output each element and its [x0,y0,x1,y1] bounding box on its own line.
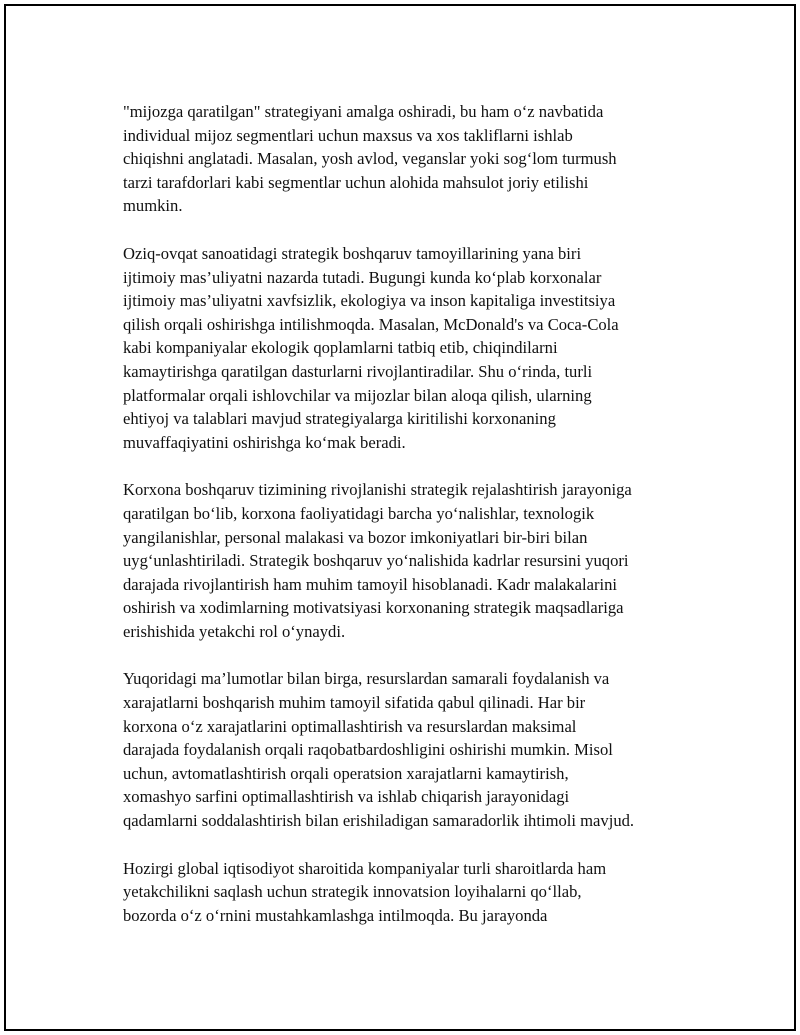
paragraph-global-economy: Hozirgi global iqtisodiyot sharoitida kompaniyalar turli sharoitlarda ham yetakchilikni saqlash uchun strategik innovatsion loyihalarni qo‘llab, bozorda o‘z o‘rnini mustahkamlashga intilmoqda. Bu jarayonda [123,858,607,925]
paragraph-resource-efficiency: Yuqoridagi ma’lumotlar bilan birga, resurslardan samarali foydalanish va xarajatlarni boshqarish muhim tamoyil sifatida qabul qilinadi. Har bir korxona o‘z xarajatlarini optimallashtirish va resurslardan maksimal darajada foydalanish orqali raqobatbardoshligini oshirishi mumkin. Misol uchun, avtomatlashtirish orqali operatsion xarajatlarni kamaytirish, xomashyo sarfini optimallashtirish va ishlab chiqarish jarayonidagi qadamlarni soddalashtirish bilan erishiladigan samaradorlik ihtimoli mavjud. [123,669,635,831]
paragraph-customer-strategy: "mijozga qaratilgan" strategiyani amalga oshiradi, bu ham o‘z navbatida individual mijoz segmentlari uchun maxsus va xos takliflarni ishlab chiqishni anglatadi. Masalan, yosh avlod, veganslar yoki sog‘lom turmush tarzi tarafdorlari kabi segmentlar uchun alohida mahsulot joriy etilishi mumkin. [123,102,617,216]
document-body [123,100,698,951]
page-frame [4,4,796,1031]
paragraph-management-system: Korxona boshqaruv tizimining rivojlanishi strategik rejalashtirish jarayoniga qaratilgan bo‘lib, korxona faoliyatidagi barcha yo‘nalishlar, texnologik yangilanishlar, personal malakasi va bozor imkoniyatlari bir-biri bilan uyg‘unlashtiriladi. Strategik boshqaruv yo‘nalishida kadrlar resursini yuqori darajada rivojlantirish ham muhim tamoyil hisoblanadi. Kadr malakalarini oshirish va xodimlarning motivatsiyasi korxonaning strategik maqsadlariga erishishida yetakchi rol o‘ynaydi. [123,480,632,641]
paragraph-social-responsibility: Oziq-ovqat sanoatidagi strategik boshqaruv tamoyillarining yana biri ijtimoiy mas’uliyatni nazarda tutadi. Bugungi kunda ko‘plab korxonalar ijtimoiy mas’uliyatni xavfsizlik, ekologiya va inson kapitaliga investitsiya qilish orqali oshirishga intilishmoqda. Masalan, McDonald's va Coca-Cola kabi kompaniyalar ekologik qoplamlarni tatbiq etib, chiqindilarni kamaytirishga qaratilgan dasturlarni rivojlantiradilar. Shu o‘rinda, turli platformalar orqali ishlovchilar va mijozlar bilan aloqa qilish, ularning ehtiyoj va talablari mavjud strategiyalarga kiritilishi korxonaning muvaffaqiyatini oshirishga ko‘mak beradi. [123,243,619,452]
